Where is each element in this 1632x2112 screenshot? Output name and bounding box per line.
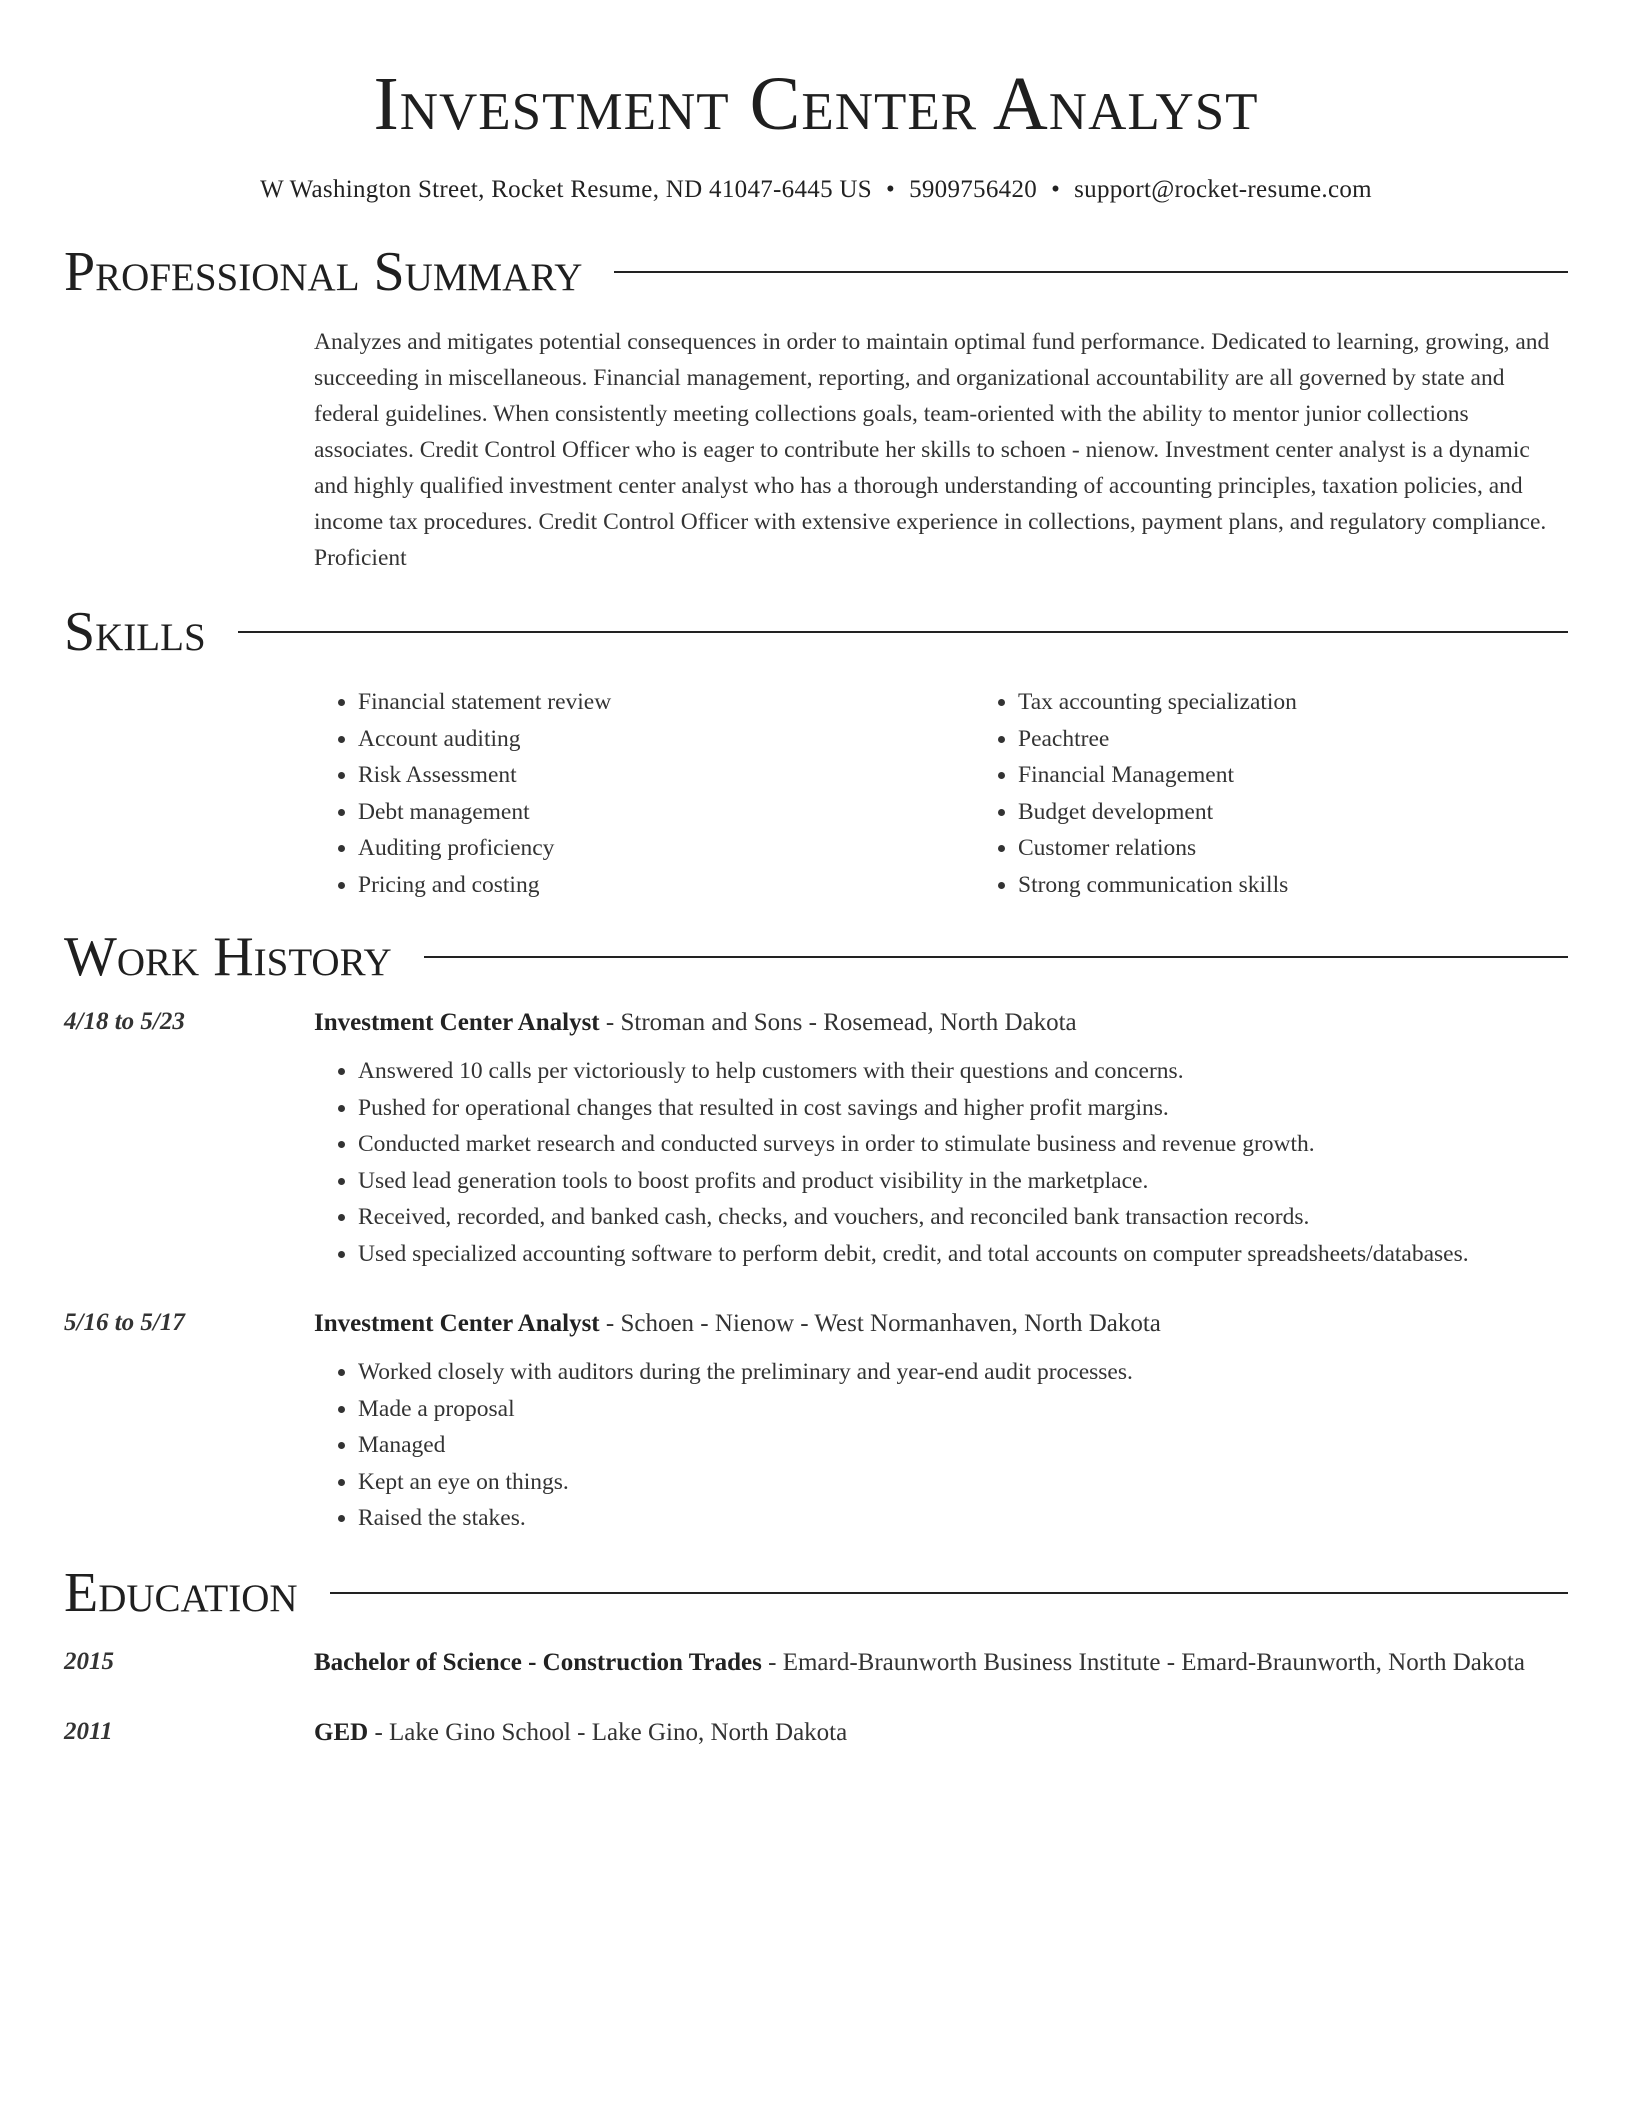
degree-name: Bachelor of Science - Construction Trades <box>314 1648 762 1676</box>
education-entry <box>64 1643 1568 1683</box>
section-divider <box>424 956 1568 958</box>
education-entry-body <box>314 1643 1568 1683</box>
summary-section-header <box>64 240 1568 304</box>
work-bullets <box>314 1354 1568 1537</box>
contact-phone: 5909756420 <box>909 176 1038 203</box>
candidate-name: Investment Center Analyst <box>373 62 1259 146</box>
work-heading <box>314 1003 1568 1043</box>
work-bullet: • Managed <box>358 1427 1568 1464</box>
education-entry-body <box>314 1713 1568 1753</box>
work-entry-body <box>314 1304 1568 1537</box>
contact-line <box>64 176 1568 204</box>
skills-section-header <box>64 600 1568 664</box>
work-entry <box>64 1304 1568 1537</box>
work-bullet: • Kept an eye on things. <box>358 1464 1568 1501</box>
school-location: - Emard-Braunworth Business Institute - Emard-Braunworth, North Dakota <box>761 1648 1525 1676</box>
skill-item: • Budget development <box>1018 794 1632 831</box>
work-bullet: • Used specialized accounting software to perform debit, credit, and total accounts on computer spreadsheets/databases. <box>358 1236 1568 1273</box>
contact-separator: • <box>886 176 896 203</box>
skill-item: • Tax accounting specialization <box>1018 684 1632 721</box>
skills-column-right <box>974 684 1632 903</box>
contact-email: support@rocket-resume.com <box>1074 176 1372 203</box>
contact-separator: • <box>1051 176 1061 203</box>
skill-item: • Account auditing <box>358 721 974 758</box>
degree-name: GED <box>314 1718 369 1746</box>
work-dates: 5/16 to 5/17 <box>64 1309 185 1336</box>
education-section-header <box>64 1561 1568 1625</box>
education-year: 2015 <box>64 1647 114 1675</box>
skill-item: • Peachtree <box>1018 721 1632 758</box>
school-location: - Lake Gino School - Lake Gino, North Dakota <box>368 1718 848 1746</box>
job-employer-location: - Stroman and Sons - Rosemead, North Dakota <box>599 1009 1077 1036</box>
work-bullet: • Raised the stakes. <box>358 1500 1568 1537</box>
skill-item: • Customer relations <box>1018 830 1632 867</box>
work-section-title: Work History <box>64 926 392 988</box>
skill-item: • Auditing proficiency <box>358 830 974 867</box>
skill-item: • Strong communication skills <box>1018 867 1632 904</box>
section-divider <box>614 271 1568 273</box>
section-divider <box>238 631 1568 633</box>
skill-item: • Financial Management <box>1018 757 1632 794</box>
skills-list <box>314 684 1568 903</box>
summary-text: Analyzes and mitigates potential consequences in order to maintain optimal fund performance. Dedicated to learning, growing, and succeeding in miscellaneous. Financial management, reporting, and organizational accountability are all governed by state and federal guidelines. When consistently meeting collections goals, team-oriented with the ability to mentor junior collections associates. Credit Control Officer who is eager to contribute her skills to schoen - nienow. Investment center analyst is a dynamic and highly qualified investment center analyst who has a thorough understanding of accounting principles, taxation policies, and income tax procedures. Credit Control Officer with extensive experience in collections, payment plans, and regulatory compliance. Proficient <box>314 329 1550 571</box>
work-section-header <box>64 925 1568 989</box>
work-bullet: • Received, recorded, and banked cash, checks, and vouchers, and reconciled bank transaction records. <box>358 1199 1568 1236</box>
education-section-title: Education <box>64 1561 298 1624</box>
contact-address: W Washington Street, Rocket Resume, ND 41047-6445 US <box>260 176 872 203</box>
job-title: Investment Center Analyst <box>314 1009 600 1036</box>
work-bullet: • Used lead generation tools to boost profits and product visibility in the marketplace. <box>358 1163 1568 1200</box>
work-bullet: • Pushed for operational changes that resulted in cost savings and higher profit margins. <box>358 1090 1568 1127</box>
work-bullet: • Made a proposal <box>358 1391 1568 1428</box>
work-bullet: • Worked closely with auditors during the preliminary and year-end audit processes. <box>358 1354 1568 1391</box>
education-year: 2011 <box>64 1717 113 1745</box>
section-divider <box>330 1592 1568 1594</box>
work-heading <box>314 1304 1568 1344</box>
skill-item: • Financial statement review <box>358 684 974 721</box>
skills-column-left <box>314 684 974 903</box>
summary-section-title: Professional Summary <box>64 241 583 303</box>
job-title: Investment Center Analyst <box>314 1310 600 1337</box>
skill-item: • Risk Assessment <box>358 757 974 794</box>
work-entry <box>64 1003 1568 1272</box>
education-entry <box>64 1713 1568 1753</box>
job-employer-location: - Schoen - Nienow - West Normanhaven, North Dakota <box>599 1310 1161 1337</box>
work-entry-body <box>314 1003 1568 1272</box>
skill-item: • Debt management <box>358 794 974 831</box>
work-dates: 4/18 to 5/23 <box>64 1008 185 1035</box>
work-bullets <box>314 1053 1568 1272</box>
work-bullet: • Conducted market research and conducted surveys in order to stimulate business and revenue growth. <box>358 1126 1568 1163</box>
skills-section-title: Skills <box>64 601 206 663</box>
work-bullet: • Answered 10 calls per victoriously to help customers with their questions and concerns. <box>358 1053 1568 1090</box>
skill-item: • Pricing and costing <box>358 867 974 904</box>
